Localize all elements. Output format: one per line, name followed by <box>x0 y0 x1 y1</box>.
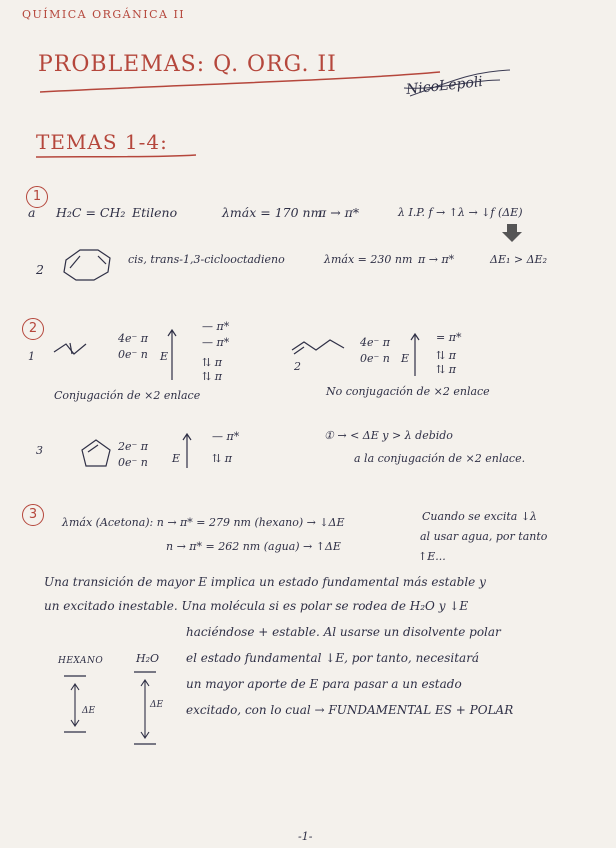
p3-side-1: Cuando se excita ↓λ <box>422 510 538 523</box>
problem-3-number: 3 <box>22 504 44 526</box>
page-title: PROBLEMAS: Q. ORG. II <box>38 52 337 77</box>
p2-conclusion-2: a la conjugación de ×2 enlace. <box>354 452 526 465</box>
energy-arrow-3 <box>183 434 191 468</box>
p3-side-2: al usar agua, por tanto <box>420 530 548 543</box>
down-arrow-icon <box>502 224 522 242</box>
p2-a-electrons-pi: 4e⁻ π <box>118 332 149 345</box>
p2-b-energy: E <box>401 352 410 365</box>
p1-a-formula: H₂C = CH₂ <box>56 205 126 220</box>
p2-a-energy: E <box>160 350 169 363</box>
p2-conclusion-1: ① → < ΔE y > λ debido <box>324 429 453 442</box>
p2-a-label: 1 <box>28 350 35 363</box>
p2-b-label: 2 <box>294 360 301 373</box>
p3-paragraph-line-1: Una transición de mayor E implica un estado fundamental más estable y <box>44 575 486 589</box>
p2-c-electrons-n: 0e⁻ n <box>118 456 148 469</box>
hexano-dE: ΔE <box>82 706 96 716</box>
h2o-dE: ΔE <box>150 700 164 710</box>
p2-c-electrons-pi: 2e⁻ π <box>118 440 149 453</box>
p1-rule: λ I.P. f → ↑λ → ↓f (ΔE) <box>398 206 523 219</box>
hexano-label: HEXANO <box>58 656 104 666</box>
p1-b-label: 2 <box>36 262 44 277</box>
cyclooctadiene-ring <box>64 250 110 280</box>
p1-a-transition: π → π* <box>318 205 360 220</box>
p2-a-level-2: — π* <box>202 336 230 349</box>
cyclopentadiene-ring <box>82 440 110 466</box>
p3-paragraph-line-6: excitado, con lo cual → FUNDAMENTAL ES + POLAR <box>186 703 514 717</box>
problem-1-number: 1 <box>26 186 48 208</box>
p1-b-lmax: λmáx = 230 nm <box>324 253 413 266</box>
p2-b-level-3: ⇅ π <box>436 363 456 376</box>
p2-c-energy: E <box>172 452 181 465</box>
p2-a-level-3: ⇅ π <box>202 356 222 369</box>
page-number: -1- <box>298 830 313 843</box>
section-heading: TEMAS 1-4: <box>36 130 168 154</box>
p2-a-level-4: ⇅ π <box>202 370 222 383</box>
problem-2-number: 2 <box>22 318 44 340</box>
energy-arrow-2 <box>411 334 419 376</box>
p3-line-1: λmáx (Acetona): n → π* = 279 nm (hexano) → ↓ΔE <box>62 516 345 529</box>
p2-c-level-1: — π* <box>212 430 240 443</box>
p3-paragraph-line-5: un mayor aporte de E para pasar a un estado <box>186 677 462 691</box>
p1-b-name: cis, trans-1,3-ciclooctadieno <box>128 253 285 266</box>
h2o-label: H₂O <box>136 652 160 665</box>
p2-a-note: Conjugación de ×2 enlace <box>54 389 201 402</box>
p1-a-name: Etileno <box>132 205 178 220</box>
p3-side-3: ↑E... <box>418 550 446 563</box>
energy-arrow-1 <box>168 330 176 380</box>
p1-comparison: ΔE₁ > ΔE₂ <box>490 253 547 266</box>
p2-c-label: 3 <box>36 444 43 457</box>
p3-paragraph-line-4: el estado fundamental ↓E, por tanto, necesitará <box>186 651 480 665</box>
p2-a-electrons-n: 0e⁻ n <box>118 348 148 361</box>
p2-a-level-1: — π* <box>202 320 230 333</box>
p2-c-level-2: ⇅ π <box>212 452 232 465</box>
section-underline <box>36 155 196 157</box>
p2-b-electrons-pi: 4e⁻ π <box>360 336 391 349</box>
p3-paragraph-line-2: un excitado inestable. Una molécula si es polar se rodea de H₂O y ↓E <box>44 599 469 613</box>
p1-a-label: a <box>28 205 36 220</box>
course-name: QUÍMICA ORGÁNICA II <box>22 8 186 21</box>
p2-b-note: No conjugación de ×2 enlace <box>326 385 490 398</box>
p3-paragraph-line-3: haciéndose + estable. Al usarse un disolvente polar <box>186 625 501 639</box>
hexano-dE-arrow <box>71 684 79 726</box>
p2-b-level-2: ⇅ π <box>436 349 456 362</box>
p3-line-2: n → π* = 262 nm (agua) → ↑ΔE <box>166 540 341 553</box>
diene-structure-2 <box>292 340 344 350</box>
p1-b-transition: π → π* <box>418 253 455 266</box>
p2-b-level-1: = π* <box>436 331 462 344</box>
p1-a-lmax: λmáx = 170 nm <box>222 205 323 220</box>
signature: NicoLepoli <box>405 74 484 98</box>
p2-b-electrons-n: 0e⁻ n <box>360 352 390 365</box>
h2o-dE-arrow <box>141 680 149 738</box>
